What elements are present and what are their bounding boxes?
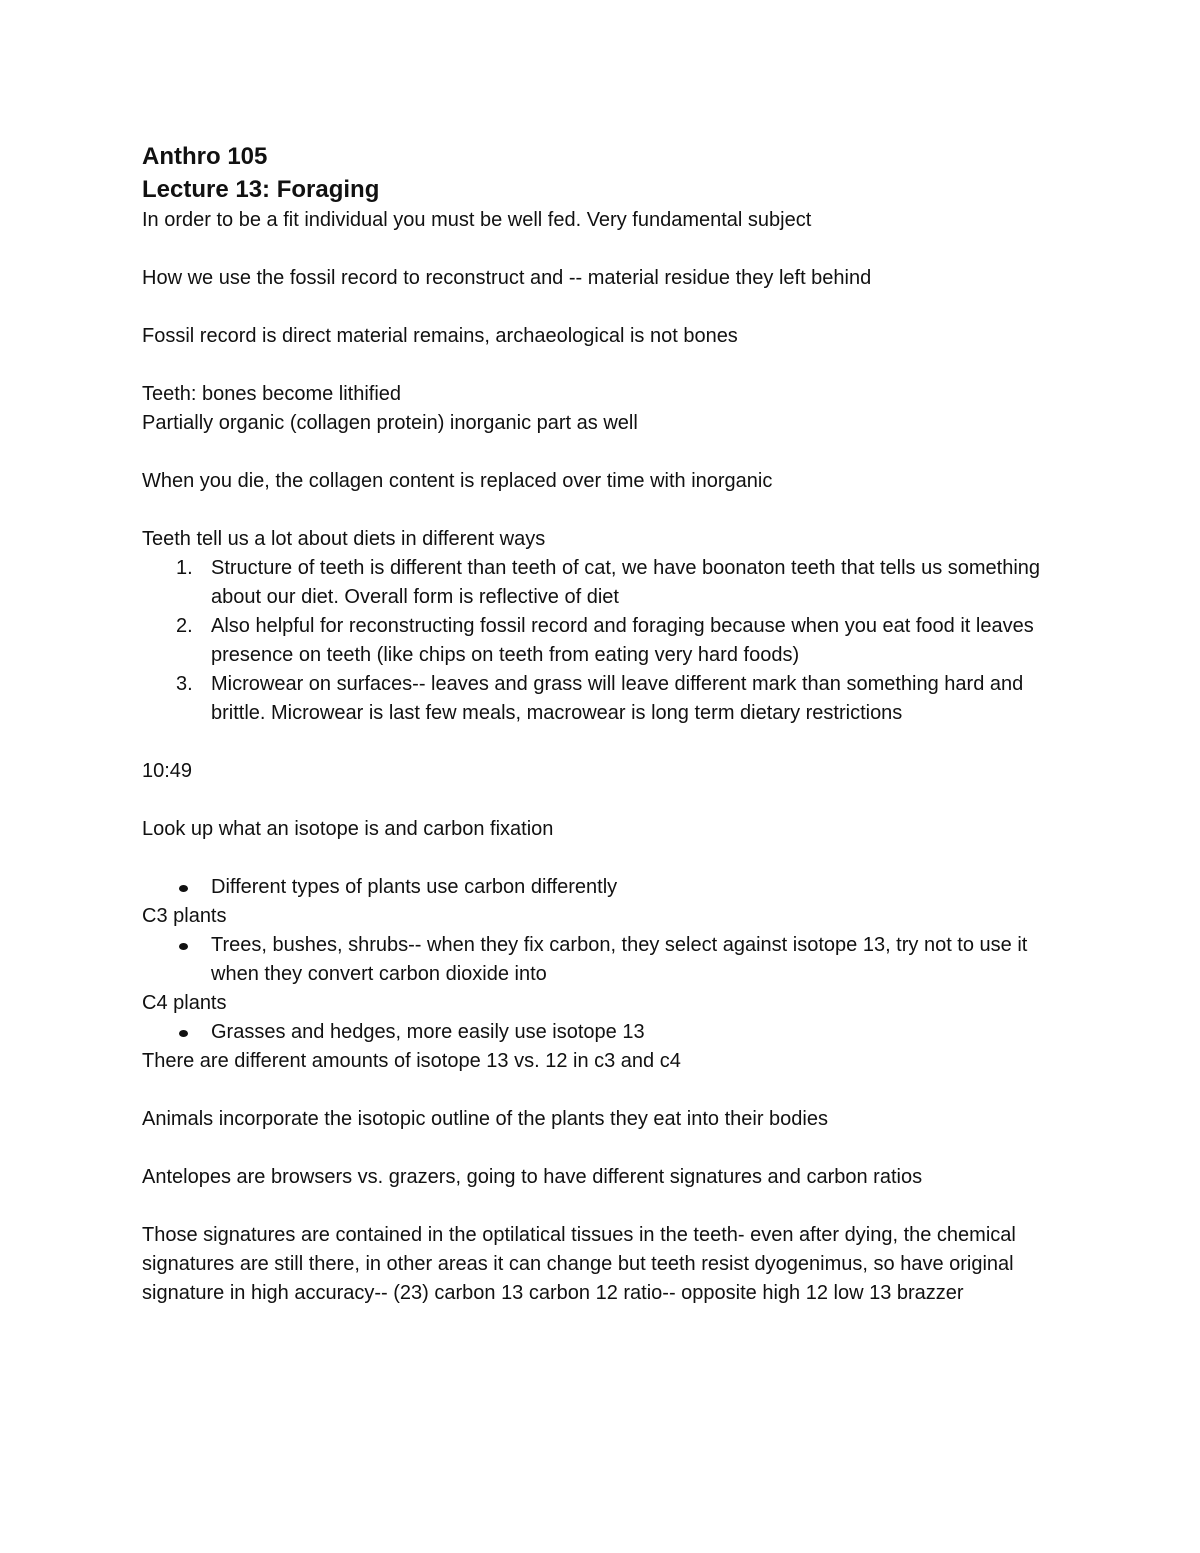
list-item-text: Different types of plants use carbon differently — [211, 876, 618, 898]
list-number: 3. — [176, 673, 193, 695]
partially-organic-paragraph: Partially organic (collagen protein) inorganic part as well — [142, 412, 638, 434]
isotope-lookup-paragraph: Look up what an isotope is and carbon fixation — [142, 818, 554, 840]
animals-paragraph: Animals incorporate the isotopic outline of the plants they eat into their bodies — [142, 1108, 828, 1130]
list-item-text: Trees, bushes, shrubs-- when they fix carbon, they select against isotope 13, try not to use it when they convert carbon dioxide into — [211, 934, 1028, 985]
list-item — [142, 670, 1057, 728]
list-item — [142, 554, 1057, 612]
course-title: Anthro 105 — [142, 143, 268, 170]
lecture-title: Lecture 13: Foraging — [142, 176, 380, 203]
isotope-amounts-paragraph: There are different amounts of isotope 13 vs. 12 in c3 and c4 — [142, 1050, 681, 1072]
c3-heading: C3 plants — [142, 905, 227, 927]
list-number: 2. — [176, 615, 193, 637]
plants-bullet-list — [142, 873, 1057, 902]
c4-heading: C4 plants — [142, 992, 227, 1014]
timestamp: 10:49 — [142, 760, 193, 782]
list-item-text: Also helpful for reconstructing fossil record and foraging because when you eat food it leaves presence on teeth (like chips on teeth from eating very hard foods) — [211, 615, 1034, 666]
list-item-text: Structure of teeth is different than teeth of cat, we have boonaton teeth that tells us something about our diet. Overall form is reflective of diet — [211, 557, 1041, 608]
antelopes-paragraph: Antelopes are browsers vs. grazers, going to have different signatures and carbon ratios — [142, 1166, 923, 1188]
list-item-text: Microwear on surfaces-- leaves and grass will leave different mark than something hard and brittle. Microwear is last few meals, macrowear is long term dietary restrictions — [211, 673, 1024, 724]
list-item — [142, 873, 1057, 902]
list-item-text: Grasses and hedges, more easily use isotope 13 — [211, 1021, 645, 1043]
teeth-diets-paragraph: Teeth tell us a lot about diets in different ways — [142, 528, 546, 550]
document-page — [142, 140, 1057, 1308]
signatures-paragraph: Those signatures are contained in the optilatical tissues in the teeth- even after dying, the chemical signatures are still there, in other areas it can change but teeth resist dyogenimus, so have original signature in high accuracy-- (23) carbon 13 carbon 12 ratio-- opposite high 12 low 13 brazzer — [142, 1224, 1016, 1304]
list-item — [142, 931, 1057, 989]
c4-bullet-list — [142, 1018, 1057, 1047]
teeth-lithified-paragraph: Teeth: bones become lithified — [142, 383, 402, 405]
bullet-icon — [179, 943, 188, 950]
intro-paragraph: In order to be a fit individual you must be well fed. Very fundamental subject — [142, 209, 812, 231]
list-item — [142, 1018, 1057, 1047]
bullet-icon — [179, 885, 188, 892]
bullet-icon — [179, 1030, 188, 1037]
list-number: 1. — [176, 557, 193, 579]
collagen-paragraph: When you die, the collagen content is replaced over time with inorganic — [142, 470, 773, 492]
list-item — [142, 612, 1057, 670]
fossil-use-paragraph: How we use the fossil record to reconstruct and -- material residue they left behind — [142, 267, 872, 289]
fossil-record-paragraph: Fossil record is direct material remains, archaeological is not bones — [142, 325, 738, 347]
c3-bullet-list — [142, 931, 1057, 989]
teeth-numbered-list — [142, 554, 1057, 728]
